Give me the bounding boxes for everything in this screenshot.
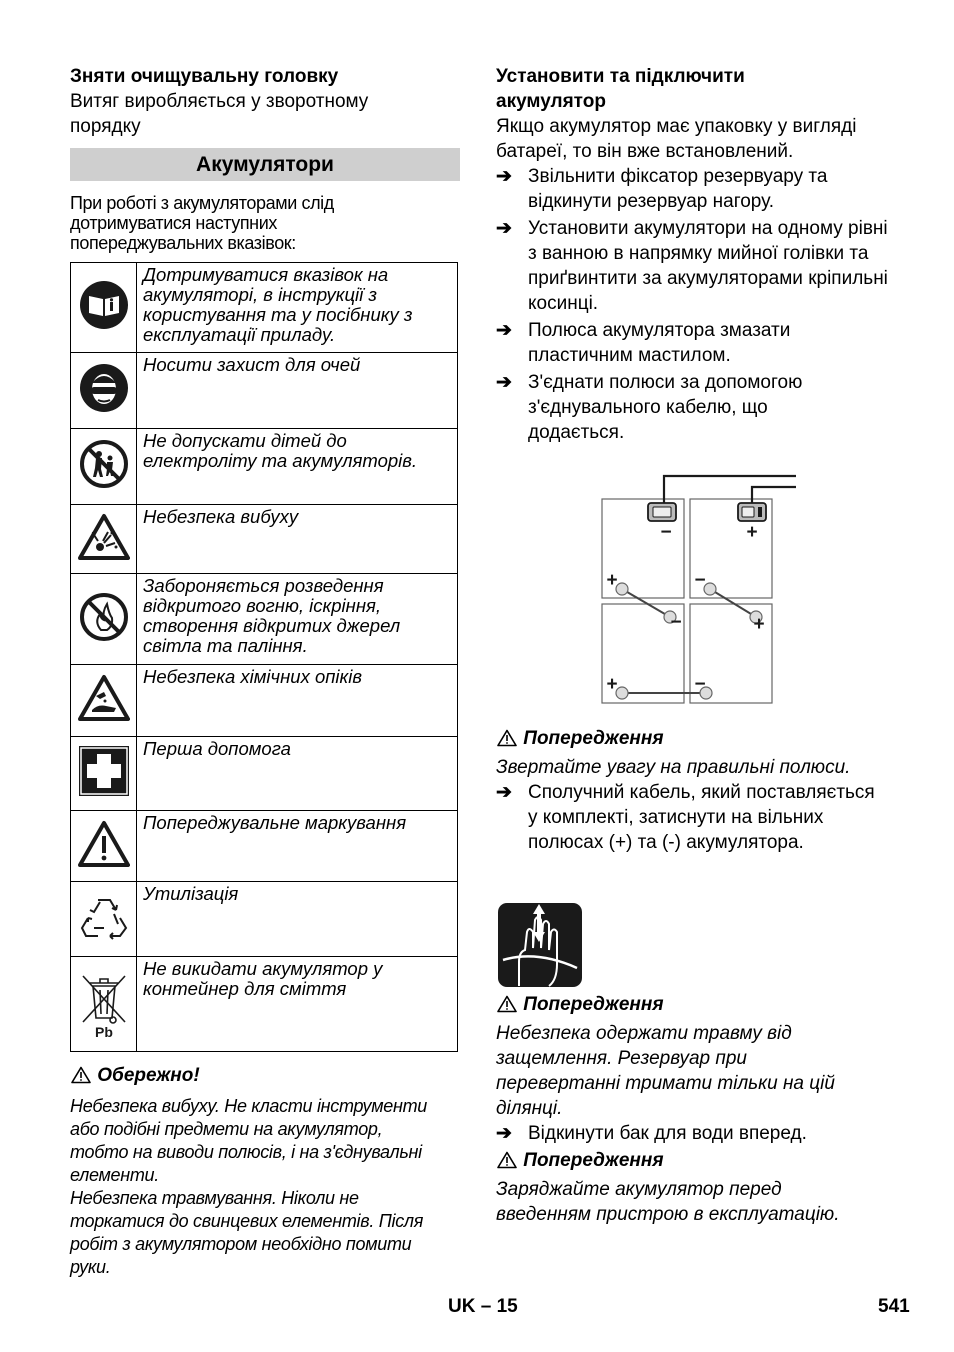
pinch-hazard-icon — [497, 902, 583, 988]
cable-line — [622, 589, 670, 617]
eye-protection-icon — [79, 363, 129, 413]
minus-label: − — [660, 522, 672, 543]
step-item — [496, 780, 896, 855]
terminal-plate — [653, 507, 671, 517]
step-text: Сполучний кабель, який поставляється у комплекті, затиснути на вільних полюсах (+) та (-) акумулятора. — [528, 782, 875, 853]
table-row — [71, 665, 458, 737]
symbol-text: Не допускати дітей до електроліту та акумуляторів. — [137, 429, 458, 505]
arrow-icon: ➔ — [496, 218, 512, 239]
no-fire-icon — [79, 592, 129, 642]
arrow-icon: ➔ — [496, 320, 512, 341]
warning-triangle-icon — [78, 820, 130, 868]
caution-line: торкатися до свинцевих елементів. Після — [70, 1211, 424, 1231]
caution-line: тобто на виводи полюсів, і на з'єднувальні — [70, 1142, 422, 1162]
step-item — [496, 164, 896, 214]
warning-triangle-icon — [496, 729, 518, 747]
table-row — [71, 882, 458, 957]
warning-heading-text: Попередження — [523, 994, 664, 1015]
step-item — [496, 216, 896, 316]
left-column — [70, 64, 460, 1279]
arrow-icon: ➔ — [496, 1123, 512, 1144]
no-trash-bin-icon — [77, 964, 131, 1040]
caution-line: руки. — [70, 1257, 111, 1277]
arrow-icon: ➔ — [496, 782, 512, 803]
book-info-icon — [79, 280, 129, 330]
table-row — [71, 574, 458, 665]
table-row — [71, 429, 458, 505]
plus-label: + — [606, 674, 618, 695]
explosion-hazard-icon — [78, 513, 130, 561]
plus-label: + — [753, 614, 765, 635]
step-text: Полюса акумулятора змазати пластичним мастилом. — [528, 320, 791, 366]
warning-text: Заряджайте акумулятор перед введенням пристрою в експлуатацію. — [496, 1179, 840, 1225]
step-item — [496, 318, 896, 368]
caution-block — [70, 1063, 460, 1279]
warning-heading-text: Попередження — [523, 1150, 664, 1171]
caution-line: Небезпека вибуху. Не класти інструменти — [70, 1096, 428, 1116]
pb-label: Pb — [94, 1023, 113, 1040]
caution-line: робіт з акумулятором необхідно помити — [70, 1234, 412, 1254]
right-column — [496, 64, 896, 447]
warning-triangle-icon — [496, 1151, 518, 1169]
symbol-text: Небезпека вибуху — [137, 505, 458, 574]
minus-label: − — [694, 570, 706, 591]
symbol-table — [70, 262, 458, 1052]
battery-wiring-diagram — [596, 472, 800, 708]
terminal-dot — [616, 583, 628, 595]
page-number: 541 — [878, 1296, 910, 1317]
warning-triangle-icon — [70, 1066, 92, 1084]
chemical-burn-icon — [78, 674, 130, 722]
recycling-icon — [78, 892, 130, 942]
plus-label: + — [606, 570, 618, 591]
warning-triangle-icon — [496, 995, 518, 1013]
step-text: Установити акумулятори на одному рівні з ванною в напрямку мийної голівки та приґвинтити за акумуляторами кріпильні косинці. — [528, 218, 888, 314]
caution-line: Небезпека травмування. Ніколи не — [70, 1188, 359, 1208]
warning-block-2 — [496, 992, 896, 1227]
step-item — [496, 370, 836, 445]
symbol-text: Перша допомога — [137, 737, 458, 811]
table-row — [71, 737, 458, 811]
install-text: Якщо акумулятор має упаковку у вигляді батареї, то він вже встановлений. — [496, 116, 857, 162]
table-row — [71, 353, 458, 429]
step-text: Відкинути бак для води вперед. — [528, 1123, 807, 1144]
step-text: З'єднати полюси за допомогою з'єднувального кабелю, що додається. — [528, 372, 803, 443]
caution-line: або подібні предмети на акумулятор, — [70, 1119, 383, 1139]
step-text: Звільнити фіксатор резервуару та відкинути резервуар нагору. — [528, 166, 828, 212]
symbol-text: Дотримуватися вказівок на акумуляторі, в інструкції з користування та у посібнику з експлуатації приладу. — [137, 263, 458, 353]
caution-heading — [70, 1063, 460, 1088]
symbol-text: Утилізація — [137, 882, 458, 957]
cable-line — [752, 487, 796, 504]
minus-label: − — [694, 674, 706, 695]
intro-text: При роботі з акумуляторами слід дотримуватися наступних попереджувальних вказівок: — [70, 193, 334, 253]
step-item — [496, 1121, 896, 1146]
remove-heading: Зняти очищувальну головку — [70, 66, 339, 87]
warning-block-1 — [496, 726, 896, 857]
terminal-post — [758, 507, 762, 517]
warning-heading-text: Попередження — [523, 728, 664, 749]
first-aid-icon — [78, 745, 130, 797]
section-title: Акумулятори — [70, 148, 460, 181]
table-row — [71, 811, 458, 882]
warning-text: Звертайте увагу на правильні полюси. — [496, 757, 851, 778]
arrow-icon: ➔ — [496, 166, 512, 187]
minus-label: − — [670, 612, 682, 633]
warning-heading — [496, 992, 896, 1017]
terminal-plate — [742, 507, 754, 517]
caution-heading-text: Обережно! — [97, 1065, 200, 1086]
no-children-icon — [79, 439, 129, 489]
symbol-text: Небезпека хімічних опіків — [137, 665, 458, 737]
cable-line — [710, 589, 756, 617]
terminal-dot — [704, 583, 716, 595]
symbol-text: Носити захист для очей — [137, 353, 458, 429]
symbol-text: Попереджувальне маркування — [137, 811, 458, 882]
plus-label: + — [746, 522, 758, 543]
table-row — [71, 263, 458, 353]
caution-line: елементи. — [70, 1165, 159, 1185]
symbol-text: Не викидати акумулятор у контейнер для сміття — [137, 957, 458, 1052]
table-row — [71, 957, 458, 1052]
table-row — [71, 505, 458, 574]
terminal-dot — [616, 687, 628, 699]
arrow-icon: ➔ — [496, 372, 512, 393]
remove-text: Витяг виробляється у зворотному порядку — [70, 91, 369, 137]
install-heading: Установити та підключити акумулятор — [496, 66, 745, 112]
footer-section-label: UK – 15 — [448, 1296, 518, 1317]
warning-heading — [496, 1148, 896, 1173]
warning-text: Небезпека одержати травму від защемлення. Резервуар при перевертанні тримати тільки на цій ділянці. — [496, 1023, 835, 1119]
warning-heading — [496, 726, 896, 751]
symbol-text: Забороняється розведення відкритого вогню, іскріння, створення відкритих джерел світла та паління. — [137, 574, 458, 665]
